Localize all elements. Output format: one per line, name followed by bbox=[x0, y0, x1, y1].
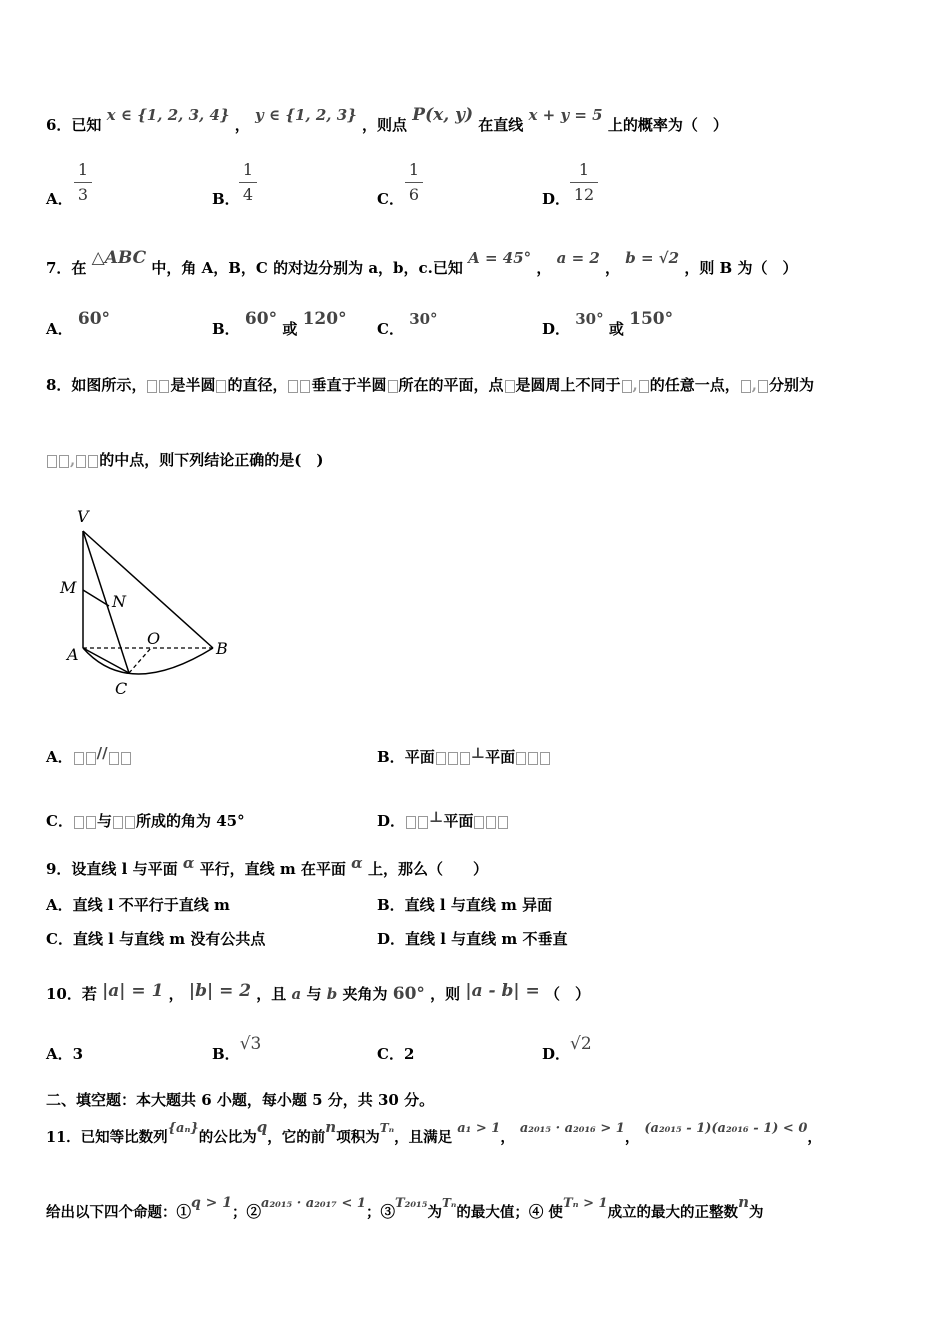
q11-seq: {aₙ} bbox=[167, 1121, 199, 1136]
q8-text: 分别为 bbox=[769, 376, 815, 394]
missing-glyph-icon bbox=[109, 752, 119, 765]
missing-glyph-icon bbox=[741, 380, 751, 393]
option-letter: A． bbox=[46, 1045, 73, 1063]
option-value: 30° bbox=[409, 310, 438, 328]
option-text: 平面 bbox=[443, 812, 474, 830]
option-text: 平面 bbox=[404, 748, 435, 766]
q11-text: 项积为 bbox=[336, 1129, 380, 1146]
missing-glyph-icon bbox=[460, 752, 470, 765]
label-b: B bbox=[216, 639, 228, 658]
comma: , bbox=[70, 451, 76, 469]
q6-option-b-fraction bbox=[239, 161, 257, 204]
q9-option-b: B．直线 l 与直线 m 异面 bbox=[377, 896, 553, 914]
q7-option-d bbox=[542, 309, 674, 339]
option-letter: A． bbox=[46, 320, 73, 338]
option-letter: A． bbox=[46, 748, 73, 766]
missing-glyph-icon bbox=[448, 752, 458, 765]
q8-text: 是半圆 bbox=[170, 376, 216, 394]
option-letter: C． bbox=[46, 812, 73, 830]
q11-text: 的最大值；④ 使 bbox=[456, 1204, 563, 1221]
q11-cond-1: a₁ > 1 bbox=[457, 1121, 501, 1136]
q10-text: ，且 bbox=[256, 985, 287, 1003]
comma: , bbox=[751, 376, 758, 394]
option-text: 所成的角为 45° bbox=[135, 812, 245, 830]
q10-expr: |a - b| = bbox=[465, 981, 540, 1001]
q11-sep: ， bbox=[807, 1129, 822, 1146]
q10-a-abs: |a| = 1 bbox=[102, 981, 164, 1001]
q7-line bbox=[46, 248, 798, 278]
q6-option-a-letter: A． bbox=[46, 190, 73, 208]
q11-text: 为 bbox=[748, 1204, 764, 1221]
option-text: 与 bbox=[96, 812, 112, 830]
missing-glyph-icon bbox=[86, 816, 96, 829]
q11-prop-2: a₂₀₁₅ · a₂₀₁₇ < 1 bbox=[261, 1196, 366, 1211]
denominator: 12 bbox=[573, 185, 595, 204]
q8-figure bbox=[55, 500, 245, 700]
q8-text: 垂直于半圆 bbox=[311, 376, 387, 394]
q11-line-2 bbox=[46, 1193, 764, 1224]
missing-glyph-icon bbox=[216, 380, 226, 393]
q6-option-d-fraction bbox=[570, 161, 598, 204]
option-or: 或 bbox=[608, 320, 624, 338]
denominator: 6 bbox=[408, 185, 420, 204]
label-n: N bbox=[112, 592, 126, 611]
q8-text: 所在的平面，点 bbox=[398, 376, 504, 394]
q8-option-d bbox=[377, 810, 509, 831]
q11-prop-4: Tₙ > 1 bbox=[562, 1196, 608, 1211]
q10-option-b bbox=[212, 1034, 262, 1064]
q11-text: ；② bbox=[232, 1204, 262, 1221]
option-value: 30° bbox=[575, 310, 604, 328]
q10-text: 与 bbox=[306, 985, 322, 1003]
missing-glyph-icon bbox=[418, 816, 428, 829]
q6-line bbox=[46, 105, 728, 135]
q8-option-c bbox=[46, 810, 245, 831]
label-v: V bbox=[77, 507, 89, 526]
q9-number: 9．设直线 l 与平面 bbox=[46, 860, 178, 878]
label-c: C bbox=[115, 679, 128, 698]
q11-number: 11．已知等比数列 bbox=[46, 1129, 168, 1146]
q7-option-c bbox=[377, 310, 438, 339]
q8-text: 的任意一点， bbox=[649, 376, 740, 394]
q9-mid: 平行，直线 m 在平面 bbox=[199, 860, 346, 878]
missing-glyph-icon bbox=[505, 380, 515, 393]
q8-option-b bbox=[377, 746, 551, 767]
numerator: 1 bbox=[578, 160, 590, 179]
denominator: 3 bbox=[77, 185, 89, 204]
q7-comma: ， bbox=[605, 259, 621, 277]
q6-number: 6．已知 bbox=[46, 116, 102, 134]
section-2-heading: 二、填空题：本大题共 6 小题，每小题 5 分，共 30 分。 bbox=[46, 1091, 435, 1109]
missing-glyph-icon bbox=[516, 752, 526, 765]
q9-line bbox=[46, 854, 488, 879]
q11-cond-3: (a₂₀₁₅ - 1)(a₂₀₁₆ - 1) < 0 bbox=[644, 1121, 808, 1136]
q7-comma: ， bbox=[536, 259, 552, 277]
q11-n: n bbox=[738, 1193, 749, 1211]
q6-on-line: 在直线 bbox=[478, 116, 524, 134]
radius-oc bbox=[129, 648, 151, 673]
q8-text: 是圆周上不同于 bbox=[515, 376, 621, 394]
missing-glyph-icon bbox=[288, 380, 298, 393]
q10-tail: （ ） bbox=[544, 985, 590, 1003]
perp-symbol: ⊥ bbox=[429, 808, 444, 826]
numerator: 1 bbox=[408, 160, 420, 179]
q6-x-set: x ∈ {1, 2, 3, 4} bbox=[106, 106, 230, 124]
q10-a: a bbox=[291, 985, 302, 1003]
label-a: A bbox=[67, 645, 79, 664]
q6-option-a-fraction bbox=[74, 161, 92, 204]
option-letter: B． bbox=[212, 1045, 240, 1063]
q6-point: P(x, y) bbox=[412, 105, 474, 125]
numerator: 1 bbox=[242, 160, 254, 179]
q6-tail: 上的概率为（ ） bbox=[607, 116, 728, 134]
q6-then-point: ，则点 bbox=[362, 116, 408, 134]
option-value: √2 bbox=[570, 1034, 592, 1054]
q10-number: 10．若 bbox=[46, 985, 97, 1003]
q9-option-c: C．直线 l 与直线 m 没有公共点 bbox=[46, 930, 266, 948]
q9-option-a: A．直线 l 不平行于直线 m bbox=[46, 896, 230, 914]
missing-glyph-icon bbox=[540, 752, 550, 765]
missing-glyph-icon bbox=[147, 380, 157, 393]
missing-glyph-icon bbox=[125, 816, 135, 829]
q8-text: 的直径， bbox=[227, 376, 288, 394]
q10-line bbox=[46, 981, 590, 1004]
missing-glyph-icon bbox=[388, 380, 398, 393]
q11-text: ；③ bbox=[365, 1204, 395, 1221]
q7-mid: 中，角 A，B，C 的对边分别为 a，b，c.已知 bbox=[151, 259, 463, 277]
missing-glyph-icon bbox=[498, 816, 508, 829]
q10-option-a bbox=[46, 1043, 83, 1064]
option-text: 平面 bbox=[485, 748, 516, 766]
q8-line-2 bbox=[46, 450, 323, 470]
q6-option-b-letter: B． bbox=[212, 190, 240, 208]
missing-glyph-icon bbox=[436, 752, 446, 765]
missing-glyph-icon bbox=[74, 752, 84, 765]
q11-sep: ， bbox=[624, 1129, 640, 1146]
option-value: 60° bbox=[244, 309, 278, 329]
q7-number: 7．在 bbox=[46, 259, 87, 277]
q10-option-c bbox=[377, 1043, 414, 1064]
q11-text: ，且满足 bbox=[394, 1129, 453, 1146]
q8-option-a bbox=[46, 746, 132, 767]
q11-n: n bbox=[325, 1118, 337, 1136]
option-letter: D． bbox=[377, 812, 406, 830]
option-letter: C． bbox=[377, 320, 404, 338]
missing-glyph-icon bbox=[121, 752, 131, 765]
q7-option-a bbox=[46, 309, 111, 339]
q6-option-d-letter: D． bbox=[542, 190, 571, 208]
missing-glyph-icon bbox=[113, 816, 123, 829]
q11-text: 成立的最大的正整数 bbox=[607, 1204, 739, 1221]
q10-b-abs: |b| = 2 bbox=[188, 981, 252, 1001]
q11-Tn: Tₙ bbox=[441, 1196, 457, 1210]
q6-y-set: y ∈ {1, 2, 3} bbox=[255, 106, 357, 124]
q11-sep: ， bbox=[500, 1129, 515, 1146]
option-value: 3 bbox=[72, 1045, 84, 1063]
q8-line-1 bbox=[46, 375, 814, 395]
missing-glyph-icon bbox=[528, 752, 538, 765]
q9-tail: 上，那么（ ） bbox=[367, 860, 488, 878]
missing-glyph-icon bbox=[639, 380, 649, 393]
missing-glyph-icon bbox=[406, 816, 416, 829]
missing-glyph-icon bbox=[88, 455, 98, 468]
q9-alpha: α bbox=[182, 854, 195, 872]
missing-glyph-icon bbox=[474, 816, 484, 829]
option-letter: D． bbox=[542, 320, 571, 338]
q11-Tn: Tₙ bbox=[379, 1121, 395, 1135]
q9-alpha: α bbox=[351, 854, 363, 872]
option-value: 2 bbox=[403, 1045, 415, 1063]
missing-glyph-icon bbox=[59, 455, 69, 468]
q11-text: 的公比为 bbox=[198, 1129, 257, 1146]
missing-glyph-icon bbox=[74, 816, 84, 829]
label-o: O bbox=[147, 629, 161, 648]
missing-glyph-icon bbox=[758, 380, 768, 393]
missing-glyph-icon bbox=[300, 380, 310, 393]
option-letter: C． bbox=[377, 1045, 404, 1063]
q11-q: q bbox=[256, 1118, 268, 1136]
q6-option-c-fraction bbox=[405, 161, 423, 204]
option-letter: B． bbox=[377, 748, 405, 766]
q10-text: ，则 bbox=[430, 985, 461, 1003]
q11-text: 为 bbox=[427, 1204, 442, 1221]
q11-prop-3: T₂₀₁₅ bbox=[394, 1196, 428, 1211]
q7-a-value: a = 2 bbox=[556, 249, 600, 267]
q10-option-d bbox=[542, 1034, 592, 1064]
option-value-2: 150° bbox=[629, 309, 674, 329]
q10-b: b bbox=[326, 985, 338, 1003]
option-letter: B． bbox=[212, 320, 240, 338]
q7-option-b bbox=[212, 309, 347, 339]
option-value: √3 bbox=[239, 1034, 262, 1054]
denominator: 4 bbox=[242, 185, 254, 204]
q6-comma: ， bbox=[234, 116, 250, 134]
missing-glyph-icon bbox=[486, 816, 496, 829]
perp-symbol: ⊥ bbox=[470, 744, 486, 762]
missing-glyph-icon bbox=[76, 455, 86, 468]
option-value-2: 120° bbox=[302, 309, 347, 329]
q11-prop-1: q > 1 bbox=[191, 1195, 233, 1211]
q10-angle: 60° bbox=[392, 984, 425, 1004]
q8-text: 的中点，则下列结论正确的是( ) bbox=[99, 451, 324, 469]
q7-b-value: b = √2 bbox=[625, 249, 680, 267]
q10-text: 夹角为 bbox=[342, 985, 388, 1003]
option-value: 60° bbox=[77, 309, 111, 329]
comma: , bbox=[632, 376, 638, 394]
option-or: 或 bbox=[282, 320, 298, 338]
q8-number: 8．如图所示， bbox=[46, 376, 147, 394]
q6-option-c-letter: C． bbox=[377, 190, 404, 208]
q9-option-d: D．直线 l 与直线 m 不垂直 bbox=[377, 930, 568, 948]
missing-glyph-icon bbox=[159, 380, 169, 393]
q10-comma: ， bbox=[168, 985, 184, 1003]
q7-angle: A = 45° bbox=[468, 249, 532, 267]
q11-text: ，它的前 bbox=[267, 1129, 326, 1146]
q7-tail: ，则 B 为（ ） bbox=[684, 259, 798, 277]
q11-text: 给出以下四个命题：① bbox=[46, 1204, 191, 1221]
q11-line-1 bbox=[46, 1118, 822, 1149]
parallel-symbol: // bbox=[96, 744, 108, 762]
option-letter: D． bbox=[542, 1045, 571, 1063]
q7-triangle: △ABC bbox=[91, 248, 147, 268]
missing-glyph-icon bbox=[86, 752, 96, 765]
q11-cond-2: a₂₀₁₅ · a₂₀₁₆ > 1 bbox=[519, 1121, 625, 1136]
label-m: M bbox=[60, 578, 77, 597]
q6-line-eq: x + y = 5 bbox=[528, 106, 603, 124]
numerator: 1 bbox=[77, 160, 89, 179]
missing-glyph-icon bbox=[622, 380, 632, 393]
missing-glyph-icon bbox=[47, 455, 57, 468]
